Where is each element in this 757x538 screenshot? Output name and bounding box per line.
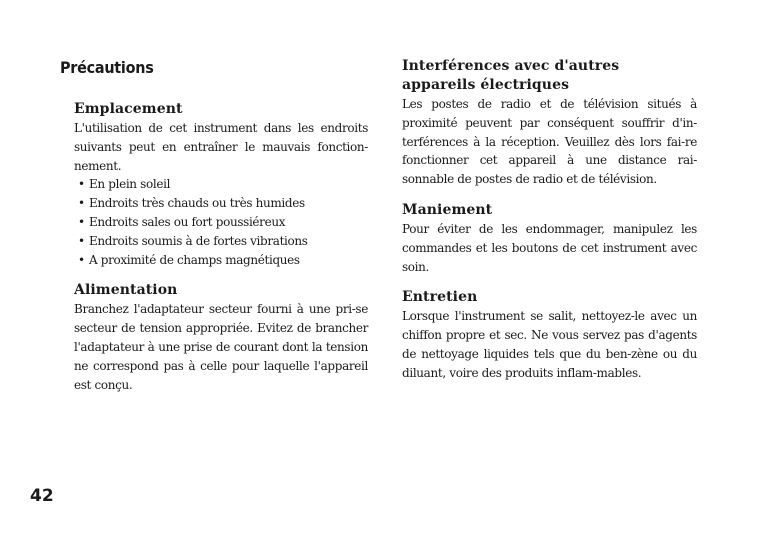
list-item: • A proximité de champs magnétiques [74,251,368,270]
bullet-icon: • [78,214,85,229]
section-interferences [402,57,697,189]
bullet-icon: • [78,233,85,248]
bullet-icon: • [78,177,85,192]
alimentation-title: Alimentation [74,282,178,299]
entretien-title: Entretien [402,289,478,306]
right-column [402,57,697,395]
left-column [74,100,368,406]
alimentation-body: Branchez l'adaptateur secteur fourni à une pri-se secteur de tension appropriée. Evitez de brancher l'adaptateur à une prise de courant dont la tension ne correspond pas à celle pour laquelle l'appareil est conçu. [74,302,368,392]
section-emplacement [74,100,368,269]
list-item: • En plein soleil [74,175,368,194]
bullet-icon: • [78,196,85,211]
bullet-icon: • [78,252,85,267]
section-entretien [402,288,697,382]
emplacement-bullet-list [74,175,368,269]
maniement-body: Pour éviter de les endommager, manipulez les commandes et les boutons de cet instrument avec soin. [402,221,697,274]
list-item: • Endroits sales ou fort poussiéreux [74,213,368,232]
section-maniement [402,201,697,276]
section-alimentation [74,281,368,394]
entretien-body: Lorsque l'instrument se salit, nettoyez-le avec un chiffon propre et sec. Ne vous servez pas d'agents de nettoyage liquides tels que du ben-zène ou du diluant, voire des produits inflam-mables. [402,309,697,380]
interferences-title: Interférences avec d'autres appareils électriques [402,58,620,93]
list-item: • Endroits très chauds ou très humides [74,194,368,213]
interferences-body: Les postes de radio et de télévision situés à proximité peuvent par conséquent souffrir d'in-terférences à la réception. Veuillez dès lors fai-re fonctionner cet appareil à une distance rai-sonnable de postes de radio et de télévision. [402,97,697,187]
page-title: Précautions [60,58,154,77]
maniement-title: Maniement [402,201,493,218]
emplacement-body: L'utilisation de cet instrument dans les endroits suivants peut en entraîner le mauvais fonction-nement. [74,121,368,173]
page-number: 42 [30,486,54,506]
list-item: • Endroits soumis à de fortes vibrations [74,232,368,251]
emplacement-title: Emplacement [74,101,183,117]
